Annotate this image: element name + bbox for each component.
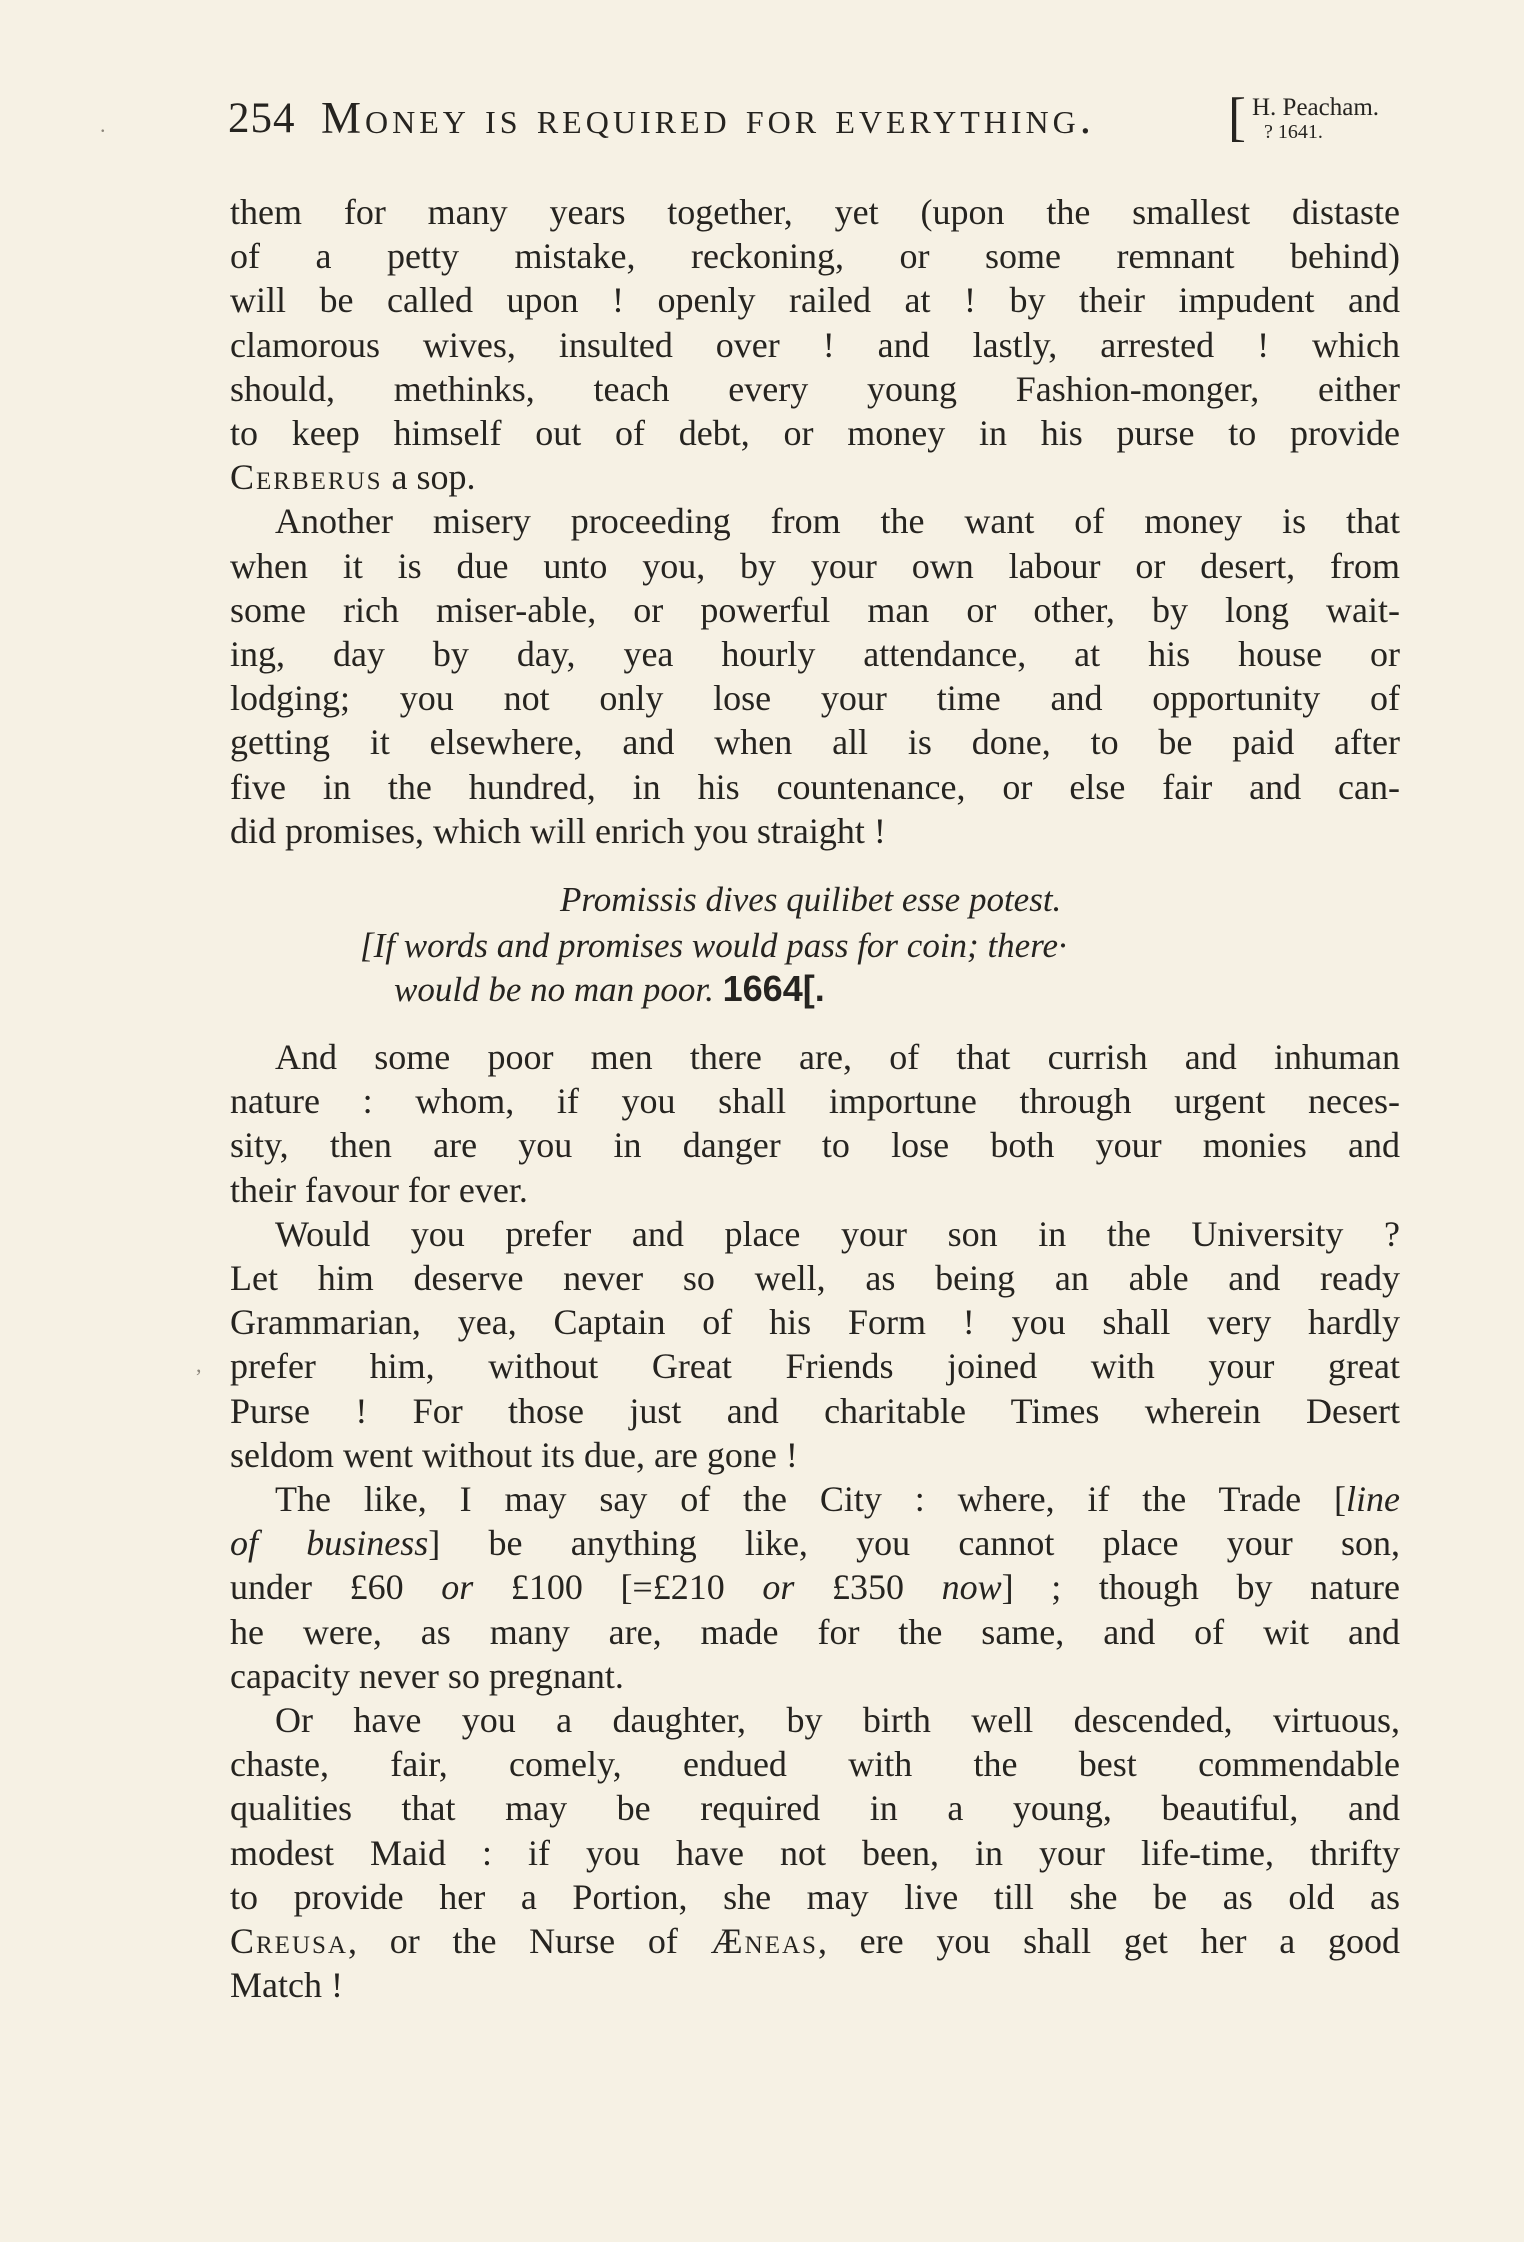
header-author-date: ? 1641. [1264, 121, 1323, 143]
margin-mark: , [196, 1352, 202, 1377]
text-line: Would you prefer and place your son in the University ? [275, 1213, 1400, 1254]
text-line: modest Maid : if you have not been, in your life-time, thrifty [230, 1832, 1400, 1873]
text-line: should, methinks, teach every young Fashion-monger, either [230, 368, 1400, 409]
text-line: getting it elsewhere, and when all is done, to be paid after [230, 722, 1400, 763]
text-line [230, 1477, 1400, 1521]
header-author-name: H. Peacham. [1252, 94, 1380, 121]
running-title: Money is required for everything. [321, 93, 1096, 143]
italic-fragment: line [1346, 1479, 1400, 1520]
text-line: Purse ! For those just and charitable Times wherein Desert [230, 1390, 1400, 1431]
text-line: And some poor men there are, of that currish and inhuman [275, 1037, 1400, 1077]
quote-translation-line [394, 968, 825, 1010]
name-aeneas: Æneas [710, 1921, 818, 1962]
text-line: Grammarian, yea, Captain of his Form ! you shall very hardly [230, 1302, 1400, 1343]
text-line: he were, as many are, made for the same, and of wit and [230, 1611, 1400, 1652]
quote-year: 1664 [722, 968, 803, 1009]
text-line: prefer him, without Great Friends joined with your great [230, 1346, 1400, 1387]
name-creusa: Creusa [230, 1921, 348, 1962]
text-fragment: , or the Nurse of [347, 1921, 711, 1962]
text-line: chaste, fair, comely, endued with the best commendable [230, 1744, 1400, 1785]
text-line: ing, day by day, yea hourly attendance, at his house or [230, 634, 1400, 675]
italic-fragment: now [941, 1567, 1002, 1608]
text-fragment: under £60 [230, 1567, 442, 1608]
text-fragment: , ere you shall get her a good [817, 1921, 1400, 1962]
text-line: to keep himself out of debt, or money in his purse to provide [230, 413, 1400, 454]
text-line: capacity never so pregnant. [230, 1655, 624, 1696]
italic-fragment: of business [230, 1523, 429, 1564]
text-line: them for many years together, yet (upon the smallest distaste [230, 192, 1400, 232]
page-header [228, 86, 1408, 146]
text-line [230, 1521, 1400, 1565]
text-line [230, 1565, 1400, 1609]
text-fragment: ] ; though by nature [1001, 1567, 1401, 1608]
text-line: Or have you a daughter, by birth well descended, virtuous, [275, 1700, 1400, 1741]
body-text-upper [230, 190, 1400, 853]
quote-bracket: [. [802, 968, 825, 1009]
text-fragment: ] be anything like, you cannot place your son, [428, 1523, 1401, 1564]
text-line: qualities that may be required in a young, beautiful, and [230, 1788, 1400, 1829]
text-line: when it is due unto you, by your own labour or desert, from [230, 545, 1400, 586]
text-line: five in the hundred, in his countenance, or else fair and can- [230, 766, 1400, 807]
text-line: some rich miser-able, or powerful man or other, by long wait- [230, 589, 1400, 630]
text-line: sity, then are you in danger to lose both your monies and [230, 1125, 1400, 1166]
header-bracket: [ [1228, 87, 1246, 147]
text-line: lodging; you not only lose your time and opportunity of [230, 678, 1400, 719]
latin-quote: Promissis dives quilibet esse potest. [560, 880, 1062, 919]
text-line: their favour for ever. [230, 1169, 528, 1210]
text-fragment: £350 [794, 1567, 942, 1608]
page-number: 254 [228, 95, 296, 142]
italic-fragment: or [762, 1567, 795, 1608]
text-fragment: a sop. [382, 457, 476, 498]
text-line: Match ! [230, 1965, 343, 2006]
body-text-lower [230, 1035, 1400, 2007]
text-line: clamorous wives, insulted over ! and lastly, arrested ! which [230, 324, 1400, 365]
italic-fragment: or [441, 1567, 474, 1608]
text-line [230, 455, 1400, 499]
text-line: of a petty mistake, reckoning, or some remnant behind) [230, 236, 1400, 277]
text-line: will be called upon ! openly railed at ! by their impudent and [230, 280, 1400, 321]
name-cerberus: Cerberus [230, 457, 383, 498]
text-line: to provide her a Portion, she may live till she be as old as [230, 1876, 1400, 1917]
text-line [230, 1919, 1400, 1963]
text-line: nature : whom, if you shall importune through urgent neces- [230, 1081, 1400, 1122]
margin-mark: . [100, 112, 106, 137]
text-fragment: The like, I may say of the City : where, if the Trade [ [275, 1479, 1347, 1520]
quote-translation-line: [If words and promises would pass for coin; there· [360, 926, 1067, 965]
header-author [1252, 96, 1379, 144]
text-line: Another misery proceeding from the want of money is that [275, 501, 1400, 542]
text-line: did promises, which will enrich you straight ! [230, 810, 886, 851]
text-line: Let him deserve never so well, as being an able and ready [230, 1258, 1400, 1299]
text-fragment: £100 [=£210 [473, 1567, 763, 1608]
text-fragment: would be no man poor. [394, 970, 714, 1009]
text-line: seldom went without its due, are gone ! [230, 1434, 798, 1475]
